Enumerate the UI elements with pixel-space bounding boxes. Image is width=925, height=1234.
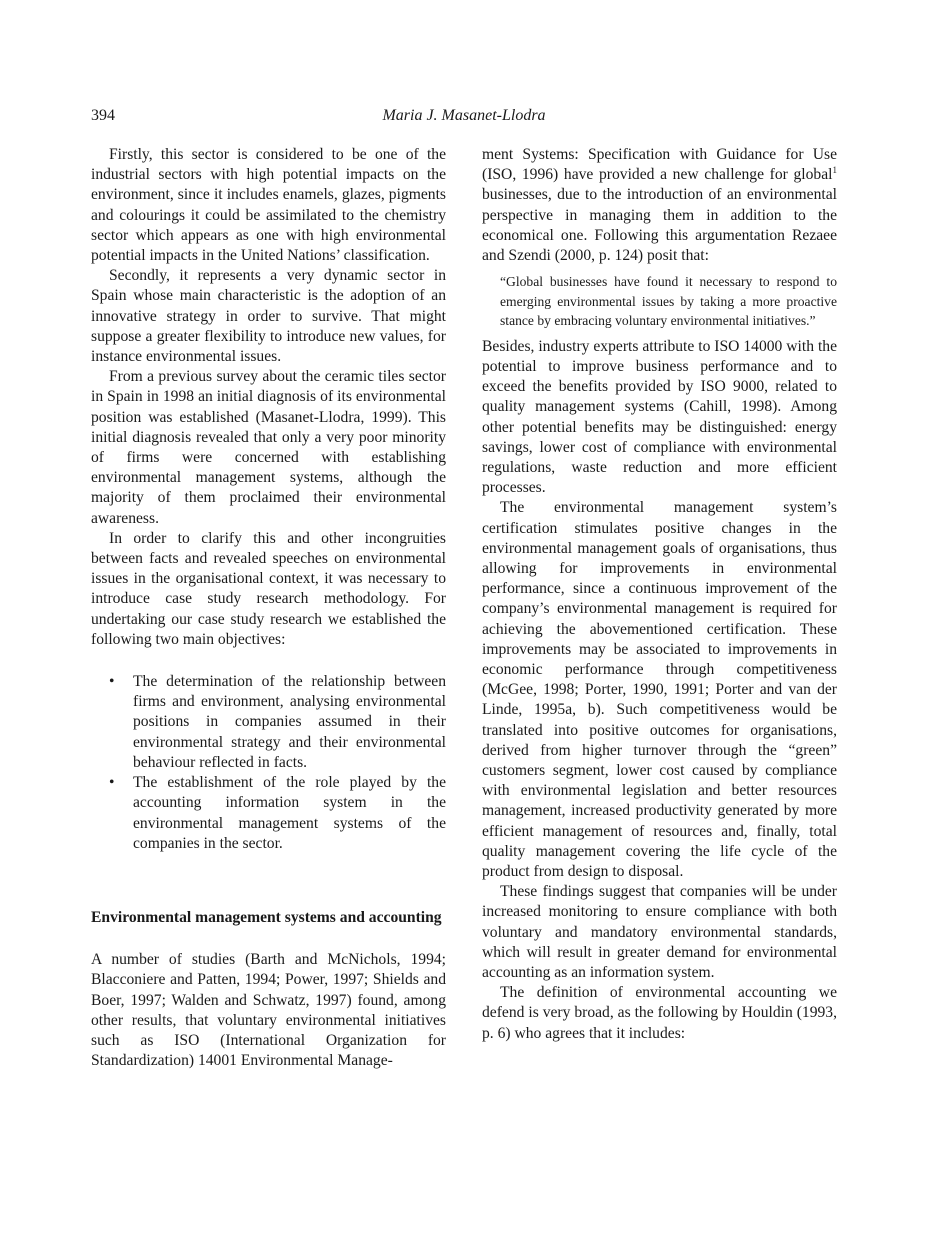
- page-number: 394: [91, 107, 115, 124]
- running-title: Maria J. Masanet-Llodra: [382, 107, 546, 124]
- running-head: [91, 105, 837, 127]
- paragraph: The environmental management system’s certification stimulates positive changes in the environmental management goals of organisations, thus allowing for improvements in environmental performance, since a continuous improvement of the company’s environmental management is required for achieving the abovementioned certification. These improvements may be associated to improvements in economic performance through competitiveness (McGee, 1998; Porter, 1990, 1991; Porter and van der Linde, 1995a, b). Such competitiveness would be translated into positive outcomes for organisations, derived from higher turnover through the “green” customers segment, lower cost caused by compliance with environmental legislation and better resources management, increased productivity generated by more efficient management of resources and, finally, total quality management covering the life cycle of the product from design to disposal.: [482, 499, 837, 880]
- paragraph: Firstly, this sector is considered to be one of the industrial sectors with high potential impacts on the environment, since it includes enamels, glazes, pigments and colourings it could be assimilated to the chemistry sector which appears as one with high environmental potential impacts in the United Nations’ classification.: [91, 146, 446, 265]
- objectives-list: [91, 672, 446, 854]
- paragraph: The definition of environmental accounting we defend is very broad, as the following by Houldin (1993, p. 6) who agrees that it includes:: [482, 984, 837, 1042]
- paragraph-text: ment Systems: Specification with Guidance for Use (ISO, 1996) have provided a new challenge for global: [482, 146, 837, 184]
- paragraph: From a previous survey about the ceramic tiles sector in Spain in 1998 an initial diagnosis of its environmental position was established (Masanet-Llodra, 1999). This initial diagnosis revealed that only a very poor minority of firms were concerned with establishing environmental management systems, although the majority of them proclaimed their environmental awareness.: [91, 368, 446, 527]
- paragraph: These findings suggest that companies will be under increased monitoring to ensure compliance with both voluntary and mandatory environmental standards, which will result in greater demand for environmental accounting as an information system.: [482, 883, 837, 982]
- objective-item: [91, 773, 446, 854]
- paragraph: A number of studies (Barth and McNichols, 1994; Blacconiere and Patten, 1994; Power, 1997; Shields and Boer, 1997; Walden and Schwatz, 1997) found, among other results, that voluntary environmental initiatives such as ISO (International Organization for Standardization) 14001 Environmental Manage-: [91, 951, 446, 1070]
- footnote-marker[interactable]: 1: [832, 165, 837, 176]
- right-column: [482, 145, 837, 1044]
- paragraph-text: businesses, due to the introduction of an environmental perspective in managing them in addition to the economical one. Following this argumentation Rezaee and Szendi (2000, p. 124) posit that:: [482, 186, 837, 265]
- paragraph: Besides, industry experts attribute to ISO 14000 with the potential to improve business performance and to exceed the benefits provided by ISO 9000, related to quality management systems (Cahill, 1998). Among other potential benefits may be distinguished: energy savings, lower cost of compliance with environmental regulations, waste reduction and more efficient processes.: [482, 337, 837, 497]
- paragraph: Secondly, it represents a very dynamic sector in Spain whose main characteristic is the adoption of an innovative strategy in order to survive. That might suppose a greater flexibility to introduce new values, for instance environmental issues.: [91, 267, 446, 366]
- objective-text: The establishment of the role played by the accounting information system in the environmental management systems of the companies in the sector.: [133, 774, 446, 852]
- objective-item: [91, 672, 446, 773]
- left-column: [91, 145, 446, 1071]
- paragraph: In order to clarify this and other incongruities between facts and revealed speeches on environmental issues in the organisational context, it was necessary to introduce case study research methodology. For undertaking our case study research we established the following two main objectives:: [91, 529, 446, 648]
- objective-text: The determination of the relationship between firms and environment, analysing environmental positions in companies assumed in their environmental strategy and their environmental behaviour reflected in facts.: [133, 673, 446, 771]
- block-quote: “Global businesses have found it necessary to respond to emerging environmental issues by taking a more proactive stance by embracing voluntary environmental initiatives.”: [500, 274, 837, 329]
- continued-paragraph: [482, 145, 837, 266]
- section-heading: Environmental management systems and accounting: [91, 908, 442, 926]
- bullet-icon: •: [109, 673, 115, 691]
- bullet-icon: •: [109, 774, 115, 792]
